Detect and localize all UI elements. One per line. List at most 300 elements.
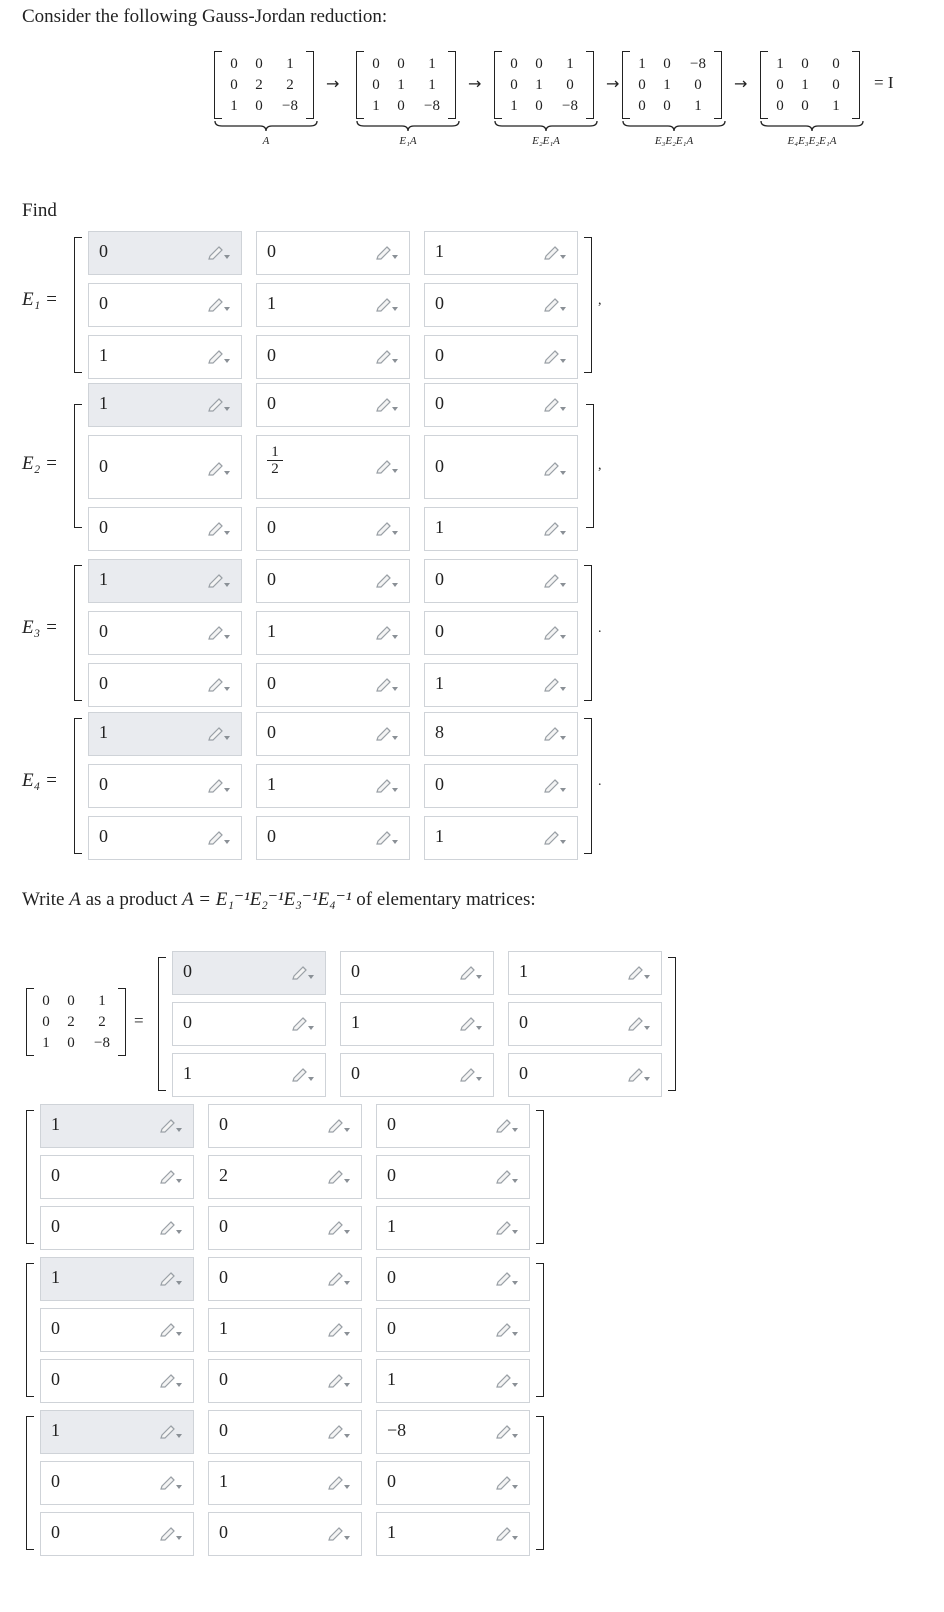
cell-value: 0 xyxy=(183,961,192,981)
matrix-input-cell[interactable] xyxy=(424,559,578,603)
cell-value: 1 xyxy=(99,345,108,365)
matrix-input-cell[interactable] xyxy=(256,611,410,655)
matrix-input-cell[interactable] xyxy=(172,1002,326,1046)
right-bracket xyxy=(668,957,676,1091)
matrix-input-cell[interactable] xyxy=(88,559,242,603)
matrix-entry: 2 xyxy=(67,1014,75,1030)
matrix-input-cell[interactable] xyxy=(208,1104,362,1148)
matrix-input-cell[interactable] xyxy=(376,1359,530,1403)
pencil-dropdown-icon[interactable] xyxy=(327,1372,351,1388)
cell-value: 1 xyxy=(267,293,276,313)
pencil-dropdown-icon[interactable] xyxy=(495,1321,519,1337)
matrix-entry: 1 xyxy=(832,98,840,114)
matrix-input-cell[interactable] xyxy=(424,283,578,327)
pencil-dropdown-icon[interactable] xyxy=(207,296,231,312)
matrix-input-cell[interactable] xyxy=(424,663,578,707)
pencil-dropdown-icon[interactable] xyxy=(159,1219,183,1235)
cell-value: 0 xyxy=(267,517,276,537)
matrix-input-cell[interactable] xyxy=(208,1257,362,1301)
cell-value: 0 xyxy=(387,1267,396,1287)
pencil-dropdown-icon[interactable] xyxy=(375,676,399,692)
cell-value: 0 xyxy=(267,241,276,261)
pencil-dropdown-icon[interactable] xyxy=(159,1270,183,1286)
underbrace-1 xyxy=(214,120,318,132)
cell-value: 0 xyxy=(51,1522,60,1542)
cell-value: 0 xyxy=(99,456,108,476)
matrix-input-cell[interactable] xyxy=(88,435,242,499)
cell-value: 0 xyxy=(219,1369,228,1389)
pencil-dropdown-icon[interactable] xyxy=(291,1015,315,1031)
pencil-dropdown-icon[interactable] xyxy=(495,1372,519,1388)
right-bracket xyxy=(714,51,722,119)
cell-value: 0 xyxy=(51,1369,60,1389)
matrix-input-cell[interactable] xyxy=(508,951,662,995)
matrix-label: A xyxy=(262,135,270,147)
left-bracket xyxy=(26,1416,34,1550)
pencil-dropdown-icon[interactable] xyxy=(543,460,567,476)
cell-value: 0 xyxy=(51,1165,60,1185)
matrix-entry: 0 xyxy=(801,98,809,114)
matrix-entry: 0 xyxy=(510,56,518,72)
matrix-input-cell[interactable] xyxy=(340,1053,494,1097)
pencil-dropdown-icon[interactable] xyxy=(495,1474,519,1490)
right-bracket xyxy=(584,237,592,373)
underbrace-3 xyxy=(494,120,598,132)
arrow-icon: → xyxy=(734,74,748,93)
underbrace-2 xyxy=(356,120,460,132)
cell-value: 0 xyxy=(99,826,108,846)
pencil-dropdown-icon[interactable] xyxy=(207,725,231,741)
fraction-denominator: 2 xyxy=(271,461,279,477)
pencil-dropdown-icon[interactable] xyxy=(291,964,315,980)
cell-value: 1 xyxy=(219,1318,228,1338)
matrix-entry: −8 xyxy=(562,98,578,114)
cell-value: 0 xyxy=(435,774,444,794)
product-formula: A = E₁⁻¹E₂⁻¹E₃⁻¹E₄⁻¹ xyxy=(182,889,352,910)
cell-value: 0 xyxy=(387,1318,396,1338)
cell-value: 1 xyxy=(267,621,276,641)
matrix-input-cell[interactable] xyxy=(88,611,242,655)
matrix-label: E₂E₁A xyxy=(532,135,560,147)
cell-value: 0 xyxy=(351,961,360,981)
cell-value: 1 xyxy=(51,1267,60,1287)
pencil-dropdown-icon[interactable] xyxy=(207,777,231,793)
pencil-dropdown-icon[interactable] xyxy=(327,1270,351,1286)
matrix-input-cell[interactable] xyxy=(88,335,242,379)
matrix-entry: 0 xyxy=(776,98,784,114)
matrix-entry: 0 xyxy=(832,77,840,93)
pencil-dropdown-icon[interactable] xyxy=(495,1270,519,1286)
pencil-dropdown-icon[interactable] xyxy=(459,1015,483,1031)
matrix-input-cell[interactable] xyxy=(88,764,242,808)
pencil-dropdown-icon[interactable] xyxy=(495,1117,519,1133)
matrix-entry: 0 xyxy=(230,56,238,72)
matrix-entry: 1 xyxy=(535,77,543,93)
matrix-entry: 0 xyxy=(566,77,574,93)
matrix-input-cell[interactable] xyxy=(256,712,410,756)
matrix-input-cell[interactable] xyxy=(256,231,410,275)
cell-value: 0 xyxy=(219,1420,228,1440)
cell-value: 0 xyxy=(435,393,444,413)
matrix-input-cell[interactable] xyxy=(40,1410,194,1454)
matrix-entry: 1 xyxy=(428,77,436,93)
equals-identity: = I xyxy=(874,73,894,92)
matrix-entry: 0 xyxy=(535,98,543,114)
pencil-dropdown-icon[interactable] xyxy=(207,624,231,640)
matrix-name: E₂ = xyxy=(22,453,58,474)
matrix-input-cell[interactable] xyxy=(256,283,410,327)
cell-value: 1 xyxy=(51,1114,60,1134)
matrix-input-cell[interactable] xyxy=(208,1155,362,1199)
cell-value: 0 xyxy=(267,393,276,413)
arrow-icon: → xyxy=(468,74,482,93)
matrix-input-cell[interactable] xyxy=(340,1002,494,1046)
matrix-entry: −8 xyxy=(424,98,440,114)
matrix-input-cell[interactable] xyxy=(40,1206,194,1250)
reduction-matrix-5 xyxy=(760,51,860,119)
left-bracket xyxy=(74,237,82,373)
fraction-numerator: 1 xyxy=(267,444,283,461)
pencil-dropdown-icon[interactable] xyxy=(207,829,231,845)
matrix-input-cell[interactable] xyxy=(424,507,578,551)
matrix-input-cell[interactable] xyxy=(208,1359,362,1403)
matrix-entry: 1 xyxy=(286,56,294,72)
matrix-entry: 1 xyxy=(510,98,518,114)
cell-value: 0 xyxy=(387,1471,396,1491)
matrix-label: E₃E₂E₁A xyxy=(654,135,694,147)
matrix-input-cell[interactable] xyxy=(256,559,410,603)
e2-label xyxy=(22,453,58,475)
matrix-entry: 1 xyxy=(428,56,436,72)
cell-value: 1 xyxy=(351,1012,360,1032)
cell-value: 0 xyxy=(99,621,108,641)
cell-value: 1 xyxy=(183,1063,192,1083)
matrix-input-cell[interactable] xyxy=(256,383,410,427)
pencil-dropdown-icon[interactable] xyxy=(543,520,567,536)
arrow-icon: → xyxy=(326,74,340,93)
pencil-dropdown-icon[interactable] xyxy=(543,624,567,640)
matrix-entry: 1 xyxy=(566,56,574,72)
matrix-entry: 1 xyxy=(801,77,809,93)
pencil-dropdown-icon[interactable] xyxy=(327,1168,351,1184)
cell-value: 2 xyxy=(219,1165,228,1185)
matrix-entry: 1 xyxy=(663,77,671,93)
matrix-input-cell[interactable] xyxy=(508,1053,662,1097)
pencil-dropdown-icon[interactable] xyxy=(159,1423,183,1439)
pencil-dropdown-icon[interactable] xyxy=(291,1066,315,1082)
pencil-dropdown-icon[interactable] xyxy=(543,396,567,412)
cell-value: 0 xyxy=(219,1114,228,1134)
cell-value: 0 xyxy=(435,456,444,476)
pencil-dropdown-icon[interactable] xyxy=(327,1219,351,1235)
right-bracket xyxy=(584,565,592,701)
matrix-input-cell[interactable] xyxy=(208,1308,362,1352)
matrix-entry: 0 xyxy=(372,77,380,93)
pencil-dropdown-icon[interactable] xyxy=(327,1525,351,1541)
e3-label xyxy=(22,617,58,639)
pencil-dropdown-icon[interactable] xyxy=(207,348,231,364)
cell-value: 0 xyxy=(267,673,276,693)
cell-value: 1 xyxy=(435,241,444,261)
matrix-input-cell[interactable] xyxy=(40,1308,194,1352)
matrix-name: E₄ = xyxy=(22,770,58,791)
matrix-input-cell[interactable] xyxy=(376,1410,530,1454)
cell-value: 0 xyxy=(219,1216,228,1236)
matrix-entry: −8 xyxy=(690,56,706,72)
cell-value: 1 xyxy=(387,1216,396,1236)
pencil-dropdown-icon[interactable] xyxy=(375,396,399,412)
pencil-dropdown-icon[interactable] xyxy=(207,676,231,692)
matrix-input-cell[interactable] xyxy=(376,1104,530,1148)
e4-label xyxy=(22,770,58,792)
cell-value: 0 xyxy=(183,1012,192,1032)
pencil-dropdown-icon[interactable] xyxy=(327,1117,351,1133)
cell-value: 0 xyxy=(51,1216,60,1236)
matrix-input-cell[interactable] xyxy=(376,1512,530,1556)
matrix-input-cell[interactable] xyxy=(88,712,242,756)
pencil-dropdown-icon[interactable] xyxy=(327,1423,351,1439)
matrix-entry: 0 xyxy=(255,56,263,72)
cell-value: 0 xyxy=(435,293,444,313)
pencil-dropdown-icon[interactable] xyxy=(627,1066,651,1082)
matrix-entry: 1 xyxy=(776,56,784,72)
matrix-entry: 1 xyxy=(372,98,380,114)
punctuation: . xyxy=(598,774,602,789)
matrix-input-cell[interactable] xyxy=(88,383,242,427)
pencil-dropdown-icon[interactable] xyxy=(159,1372,183,1388)
cell-value: 0 xyxy=(387,1114,396,1134)
matrix-entry: 0 xyxy=(397,98,405,114)
pencil-dropdown-icon[interactable] xyxy=(207,244,231,260)
underbrace-4 xyxy=(622,120,726,132)
matrix-input-cell[interactable] xyxy=(424,435,578,499)
matrix-input-cell[interactable] xyxy=(376,1257,530,1301)
pencil-dropdown-icon[interactable] xyxy=(543,829,567,845)
prompt-mid: as a product xyxy=(80,889,183,910)
matrix-input-cell[interactable] xyxy=(88,507,242,551)
pencil-dropdown-icon[interactable] xyxy=(327,1321,351,1337)
matrix-input-cell[interactable] xyxy=(424,335,578,379)
cell-value: 1 xyxy=(435,826,444,846)
matrix-name: E₁ = xyxy=(22,289,58,310)
pencil-dropdown-icon[interactable] xyxy=(495,1525,519,1541)
cell-value: 0 xyxy=(219,1267,228,1287)
matrix-input-cell[interactable] xyxy=(40,1512,194,1556)
cell-value: −8 xyxy=(387,1420,407,1440)
product-prompt xyxy=(22,888,536,911)
matrix-input-cell[interactable] xyxy=(172,951,326,995)
pencil-dropdown-icon[interactable] xyxy=(327,1474,351,1490)
matrix-entry: 0 xyxy=(397,56,405,72)
matrix-entry: 0 xyxy=(663,98,671,114)
punctuation: , xyxy=(598,293,602,308)
fraction-value xyxy=(267,444,283,478)
prompt-post: of elementary matrices: xyxy=(351,889,536,910)
matrix-entry: 0 xyxy=(832,56,840,72)
matrix-name: E₃ = xyxy=(22,617,58,638)
cell-value: 0 xyxy=(99,517,108,537)
cell-value: 0 xyxy=(519,1063,528,1083)
matrix-input-cell[interactable] xyxy=(256,764,410,808)
cell-value: 0 xyxy=(99,673,108,693)
matrix-input-cell[interactable] xyxy=(40,1257,194,1301)
pencil-dropdown-icon[interactable] xyxy=(495,1219,519,1235)
left-bracket xyxy=(158,957,166,1091)
pencil-dropdown-icon[interactable] xyxy=(207,396,231,412)
matrix-entry: −8 xyxy=(282,98,298,114)
matrix-input-cell[interactable] xyxy=(424,611,578,655)
reduction-matrix-2 xyxy=(356,51,456,119)
matrix-input-cell[interactable] xyxy=(256,816,410,860)
matrix-input-cell[interactable] xyxy=(424,764,578,808)
cell-value: 1 xyxy=(267,774,276,794)
cell-value: 0 xyxy=(435,569,444,589)
matrix-entry: 0 xyxy=(638,98,646,114)
pencil-dropdown-icon[interactable] xyxy=(495,1423,519,1439)
matrix-input-cell[interactable] xyxy=(88,283,242,327)
matrix-input-cell[interactable] xyxy=(40,1461,194,1505)
pencil-dropdown-icon[interactable] xyxy=(159,1321,183,1337)
matrix-input-cell[interactable] xyxy=(424,712,578,756)
cell-value: 1 xyxy=(435,517,444,537)
cell-value: 0 xyxy=(351,1063,360,1083)
matrix-input-cell[interactable] xyxy=(340,951,494,995)
matrix-input-cell[interactable] xyxy=(208,1410,362,1454)
matrix-input-cell[interactable] xyxy=(40,1104,194,1148)
pencil-dropdown-icon[interactable] xyxy=(375,296,399,312)
pencil-dropdown-icon[interactable] xyxy=(543,725,567,741)
left-bracket xyxy=(74,404,82,528)
pencil-dropdown-icon[interactable] xyxy=(375,777,399,793)
arrow-icon: → xyxy=(606,74,620,93)
pencil-dropdown-icon[interactable] xyxy=(627,1015,651,1031)
pencil-dropdown-icon[interactable] xyxy=(543,572,567,588)
matrix-input-cell[interactable] xyxy=(256,435,410,499)
matrix-entry: 0 xyxy=(42,1014,50,1030)
matrix-input-cell[interactable] xyxy=(424,383,578,427)
pencil-dropdown-icon[interactable] xyxy=(543,348,567,364)
cell-value: 0 xyxy=(519,1012,528,1032)
e1-label xyxy=(22,289,58,311)
pencil-dropdown-icon[interactable] xyxy=(543,244,567,260)
matrix-input-cell[interactable] xyxy=(424,231,578,275)
pencil-dropdown-icon[interactable] xyxy=(159,1117,183,1133)
matrix-entry: 1 xyxy=(397,77,405,93)
punctuation: , xyxy=(598,458,602,473)
matrix-label: E₁A xyxy=(399,135,417,147)
pencil-dropdown-icon[interactable] xyxy=(159,1525,183,1541)
pencil-dropdown-icon[interactable] xyxy=(375,458,399,474)
matrix-input-cell[interactable] xyxy=(376,1206,530,1250)
pencil-dropdown-icon[interactable] xyxy=(159,1474,183,1490)
pencil-dropdown-icon[interactable] xyxy=(543,777,567,793)
matrix-a xyxy=(26,988,126,1056)
matrix-entry: 0 xyxy=(801,56,809,72)
right-bracket xyxy=(536,1110,544,1244)
reduction-matrix-1 xyxy=(214,51,314,119)
pencil-dropdown-icon[interactable] xyxy=(627,964,651,980)
matrix-input-cell[interactable] xyxy=(376,1308,530,1352)
cell-value: 1 xyxy=(99,393,108,413)
pencil-dropdown-icon[interactable] xyxy=(543,296,567,312)
matrix-label: E₄E₃E₂E₁A xyxy=(787,135,837,147)
matrix-input-cell[interactable] xyxy=(40,1359,194,1403)
matrix-entry: 0 xyxy=(67,1035,75,1051)
left-bracket xyxy=(26,1263,34,1397)
matrix-input-cell[interactable] xyxy=(424,816,578,860)
pencil-dropdown-icon[interactable] xyxy=(375,572,399,588)
cell-value: 1 xyxy=(519,961,528,981)
matrix-entry: 1 xyxy=(694,98,702,114)
pencil-dropdown-icon[interactable] xyxy=(207,520,231,536)
intro-text: Consider the following Gauss-Jordan reduction: xyxy=(22,6,388,27)
matrix-input-cell[interactable] xyxy=(172,1053,326,1097)
matrix-input-cell[interactable] xyxy=(508,1002,662,1046)
cell-value: 0 xyxy=(99,774,108,794)
matrix-entry: 0 xyxy=(776,77,784,93)
pencil-dropdown-icon[interactable] xyxy=(207,460,231,476)
matrix-input-cell[interactable] xyxy=(208,1206,362,1250)
matrix-input-cell[interactable] xyxy=(88,231,242,275)
right-bracket xyxy=(118,988,126,1056)
matrix-entry: 0 xyxy=(67,993,75,1009)
pencil-dropdown-icon[interactable] xyxy=(375,520,399,536)
pencil-dropdown-icon[interactable] xyxy=(375,348,399,364)
cell-value: 0 xyxy=(99,293,108,313)
left-bracket xyxy=(74,565,82,701)
prompt-a: A xyxy=(69,889,81,910)
matrix-entry: 0 xyxy=(694,77,702,93)
cell-value: 1 xyxy=(435,673,444,693)
matrix-input-cell[interactable] xyxy=(376,1155,530,1199)
matrix-input-cell[interactable] xyxy=(208,1461,362,1505)
reduction-matrix-4 xyxy=(622,51,722,119)
matrix-input-cell[interactable] xyxy=(256,335,410,379)
pencil-dropdown-icon[interactable] xyxy=(207,572,231,588)
cell-value: 0 xyxy=(387,1165,396,1185)
cell-value: 0 xyxy=(267,722,276,742)
matrix-input-cell[interactable] xyxy=(88,663,242,707)
right-bracket xyxy=(586,404,594,528)
matrix-input-cell[interactable] xyxy=(256,507,410,551)
matrix-entry: 1 xyxy=(230,98,238,114)
cell-value: 8 xyxy=(435,722,444,742)
pencil-dropdown-icon[interactable] xyxy=(495,1168,519,1184)
pencil-dropdown-icon[interactable] xyxy=(375,244,399,260)
pencil-dropdown-icon[interactable] xyxy=(459,1066,483,1082)
cell-value: 0 xyxy=(99,241,108,261)
matrix-input-cell[interactable] xyxy=(376,1461,530,1505)
pencil-dropdown-icon[interactable] xyxy=(543,676,567,692)
pencil-dropdown-icon[interactable] xyxy=(375,829,399,845)
matrix-input-cell[interactable] xyxy=(208,1512,362,1556)
matrix-entry: 0 xyxy=(638,77,646,93)
matrix-entry: 1 xyxy=(638,56,646,72)
matrix-entry: −8 xyxy=(94,1035,110,1051)
cell-value: 0 xyxy=(267,345,276,365)
right-bracket xyxy=(536,1263,544,1397)
pencil-dropdown-icon[interactable] xyxy=(375,725,399,741)
cell-value: 0 xyxy=(267,569,276,589)
pencil-dropdown-icon[interactable] xyxy=(159,1168,183,1184)
pencil-dropdown-icon[interactable] xyxy=(459,964,483,980)
matrix-input-cell[interactable] xyxy=(40,1155,194,1199)
pencil-dropdown-icon[interactable] xyxy=(375,624,399,640)
matrix-input-cell[interactable] xyxy=(88,816,242,860)
matrix-input-cell[interactable] xyxy=(256,663,410,707)
cell-value: 0 xyxy=(435,345,444,365)
cell-value: 1 xyxy=(219,1471,228,1491)
